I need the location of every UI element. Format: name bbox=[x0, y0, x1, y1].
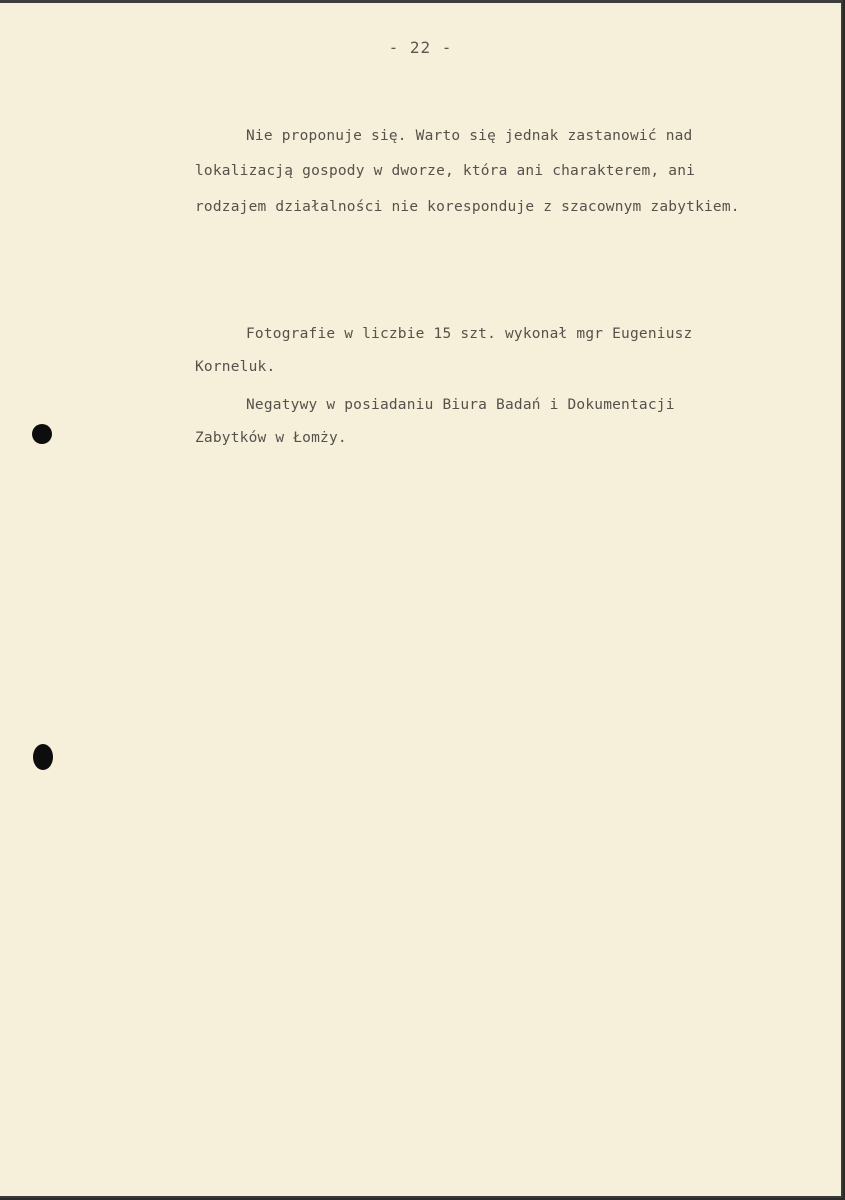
page-number: - 22 - bbox=[388, 38, 453, 57]
text-line: Negatywy w posiadaniu Biura Badań i Dokumentacji bbox=[246, 397, 675, 413]
text-line: rodzajem działalności nie koresponduje z szacownym zabytkiem. bbox=[195, 199, 740, 215]
text-line: lokalizacją gospody w dworze, która ani charakterem, ani bbox=[195, 163, 696, 179]
punch-hole-bottom bbox=[33, 744, 53, 770]
punch-hole-top bbox=[32, 424, 52, 444]
text-line: Zabytków w Łomży. bbox=[195, 430, 347, 446]
text-line: Nie proponuje się. Warto się jednak zastanowić nad bbox=[246, 128, 693, 144]
text-line: Korneluk. bbox=[195, 359, 276, 375]
text-line: Fotografie w liczbie 15 szt. wykonał mgr Eugeniusz bbox=[246, 326, 693, 342]
